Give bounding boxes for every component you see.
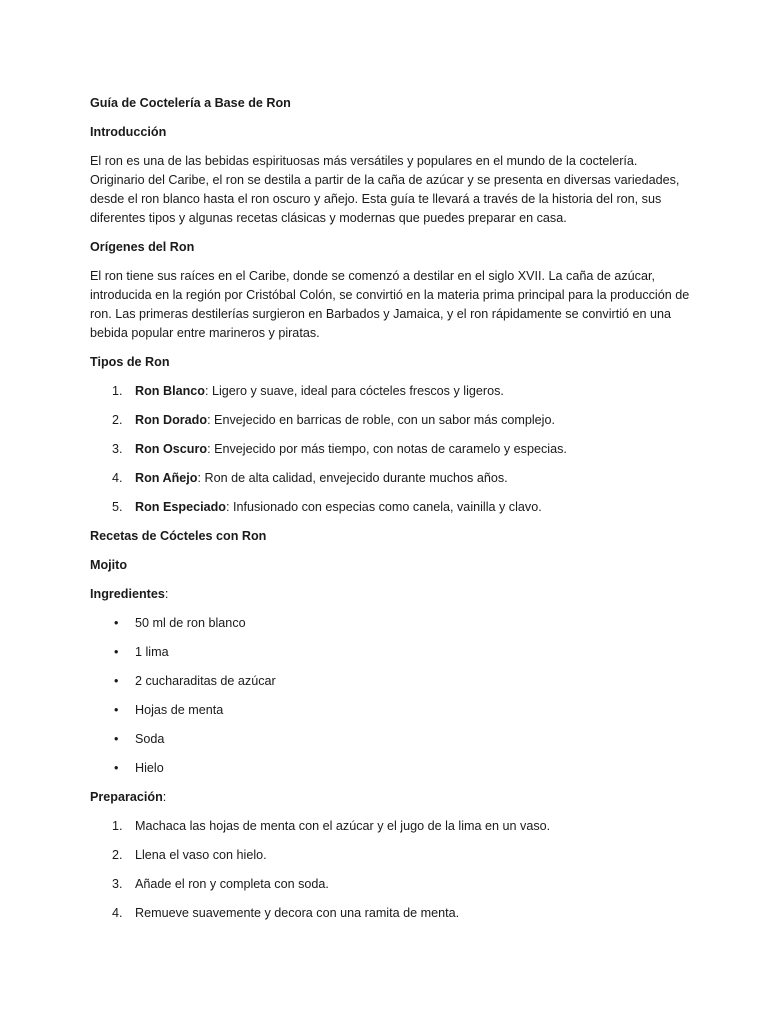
type-term: Ron Blanco bbox=[135, 384, 205, 398]
list-item bbox=[90, 904, 690, 923]
list-item bbox=[90, 643, 690, 662]
list-item bbox=[90, 411, 690, 430]
step-text: Llena el vaso con hielo. bbox=[135, 848, 267, 862]
preparation-label: Preparación bbox=[90, 790, 163, 804]
ingredient-text: Soda bbox=[135, 732, 165, 746]
ingredient-text: 50 ml de ron blanco bbox=[135, 616, 246, 630]
type-description: : Ligero y suave, ideal para cócteles frescos y ligeros. bbox=[204, 384, 504, 398]
list-item bbox=[90, 614, 690, 633]
ingredient-text: 1 lima bbox=[135, 645, 169, 659]
type-term: Ron Añejo bbox=[135, 471, 198, 485]
preparation-colon: : bbox=[162, 790, 167, 804]
recipes-heading: Recetas de Cócteles con Ron bbox=[90, 529, 267, 543]
list-item bbox=[90, 730, 690, 749]
list-item bbox=[90, 440, 690, 459]
ingredients-colon: : bbox=[164, 587, 169, 601]
type-description: : Ron de alta calidad, envejecido durante muchos años. bbox=[197, 471, 508, 485]
step-text: Remueve suavemente y decora con una ramita de menta. bbox=[135, 906, 460, 920]
step-number: 3. bbox=[112, 877, 123, 891]
ingredients-heading bbox=[90, 585, 690, 604]
bullet-icon: • bbox=[114, 703, 119, 717]
list-item bbox=[90, 846, 690, 865]
list-item bbox=[90, 498, 690, 517]
ingredients-list bbox=[90, 614, 690, 778]
origins-heading: Orígenes del Ron bbox=[90, 240, 195, 254]
step-text: Añade el ron y completa con soda. bbox=[135, 877, 329, 891]
document-page bbox=[90, 94, 690, 933]
intro-heading: Introducción bbox=[90, 125, 167, 139]
list-item bbox=[90, 672, 690, 691]
bullet-icon: • bbox=[114, 674, 119, 688]
list-number: 1. bbox=[112, 384, 123, 398]
step-number: 2. bbox=[112, 848, 123, 862]
bullet-icon: • bbox=[114, 645, 119, 659]
ingredients-label: Ingredientes bbox=[90, 587, 165, 601]
type-description: : Envejecido en barricas de roble, con un sabor más complejo. bbox=[207, 413, 555, 427]
list-number: 5. bbox=[112, 500, 123, 514]
bullet-icon: • bbox=[114, 761, 119, 775]
ingredient-text: Hojas de menta bbox=[135, 703, 224, 717]
origins-paragraph: El ron tiene sus raíces en el Caribe, donde se comenzó a destilar en el siglo XVII. La caña de azúcar, introducida en la región por Cristóbal Colón, se convirtió en la materia prima principal para la producción de ron. Las primeras destilerías surgieron en Barbados y Jamaica, y el ron rápidamente se convirtió en una bebida popular entre marineros y piratas. bbox=[90, 269, 690, 340]
list-item bbox=[90, 469, 690, 488]
list-item bbox=[90, 875, 690, 894]
list-number: 3. bbox=[112, 442, 123, 456]
types-list bbox=[90, 382, 690, 517]
list-item bbox=[90, 817, 690, 836]
list-item bbox=[90, 701, 690, 720]
step-text: Machaca las hojas de menta con el azúcar y el jugo de la lima en un vaso. bbox=[135, 819, 551, 833]
list-number: 4. bbox=[112, 471, 123, 485]
mojito-heading: Mojito bbox=[90, 558, 128, 572]
type-term: Ron Oscuro bbox=[135, 442, 208, 456]
types-heading: Tipos de Ron bbox=[90, 355, 170, 369]
bullet-icon: • bbox=[114, 732, 119, 746]
step-number: 4. bbox=[112, 906, 123, 920]
preparation-heading bbox=[90, 788, 690, 807]
ingredient-text: Hielo bbox=[135, 761, 164, 775]
list-item bbox=[90, 382, 690, 401]
intro-paragraph: El ron es una de las bebidas espirituosas más versátiles y populares en el mundo de la coctelería. Originario del Caribe, el ron se destila a partir de la caña de azúcar y se presenta en diversas variedades, desde el ron blanco hasta el ron oscuro y añejo. Esta guía te llevará a través de la historia del ron, sus diferentes tipos y algunas recetas clásicas y modernas que puedes preparar en casa. bbox=[90, 154, 680, 225]
type-description: : Envejecido por más tiempo, con notas de caramelo y especias. bbox=[207, 442, 567, 456]
type-term: Ron Dorado bbox=[135, 413, 208, 427]
bullet-icon: • bbox=[114, 616, 119, 630]
step-number: 1. bbox=[112, 819, 123, 833]
type-description: : Infusionado con especias como canela, vainilla y clavo. bbox=[225, 500, 542, 514]
document-title: Guía de Coctelería a Base de Ron bbox=[90, 96, 291, 110]
type-term: Ron Especiado bbox=[135, 500, 226, 514]
list-item bbox=[90, 759, 690, 778]
preparation-steps bbox=[90, 817, 690, 923]
ingredient-text: 2 cucharaditas de azúcar bbox=[135, 674, 276, 688]
list-number: 2. bbox=[112, 413, 123, 427]
